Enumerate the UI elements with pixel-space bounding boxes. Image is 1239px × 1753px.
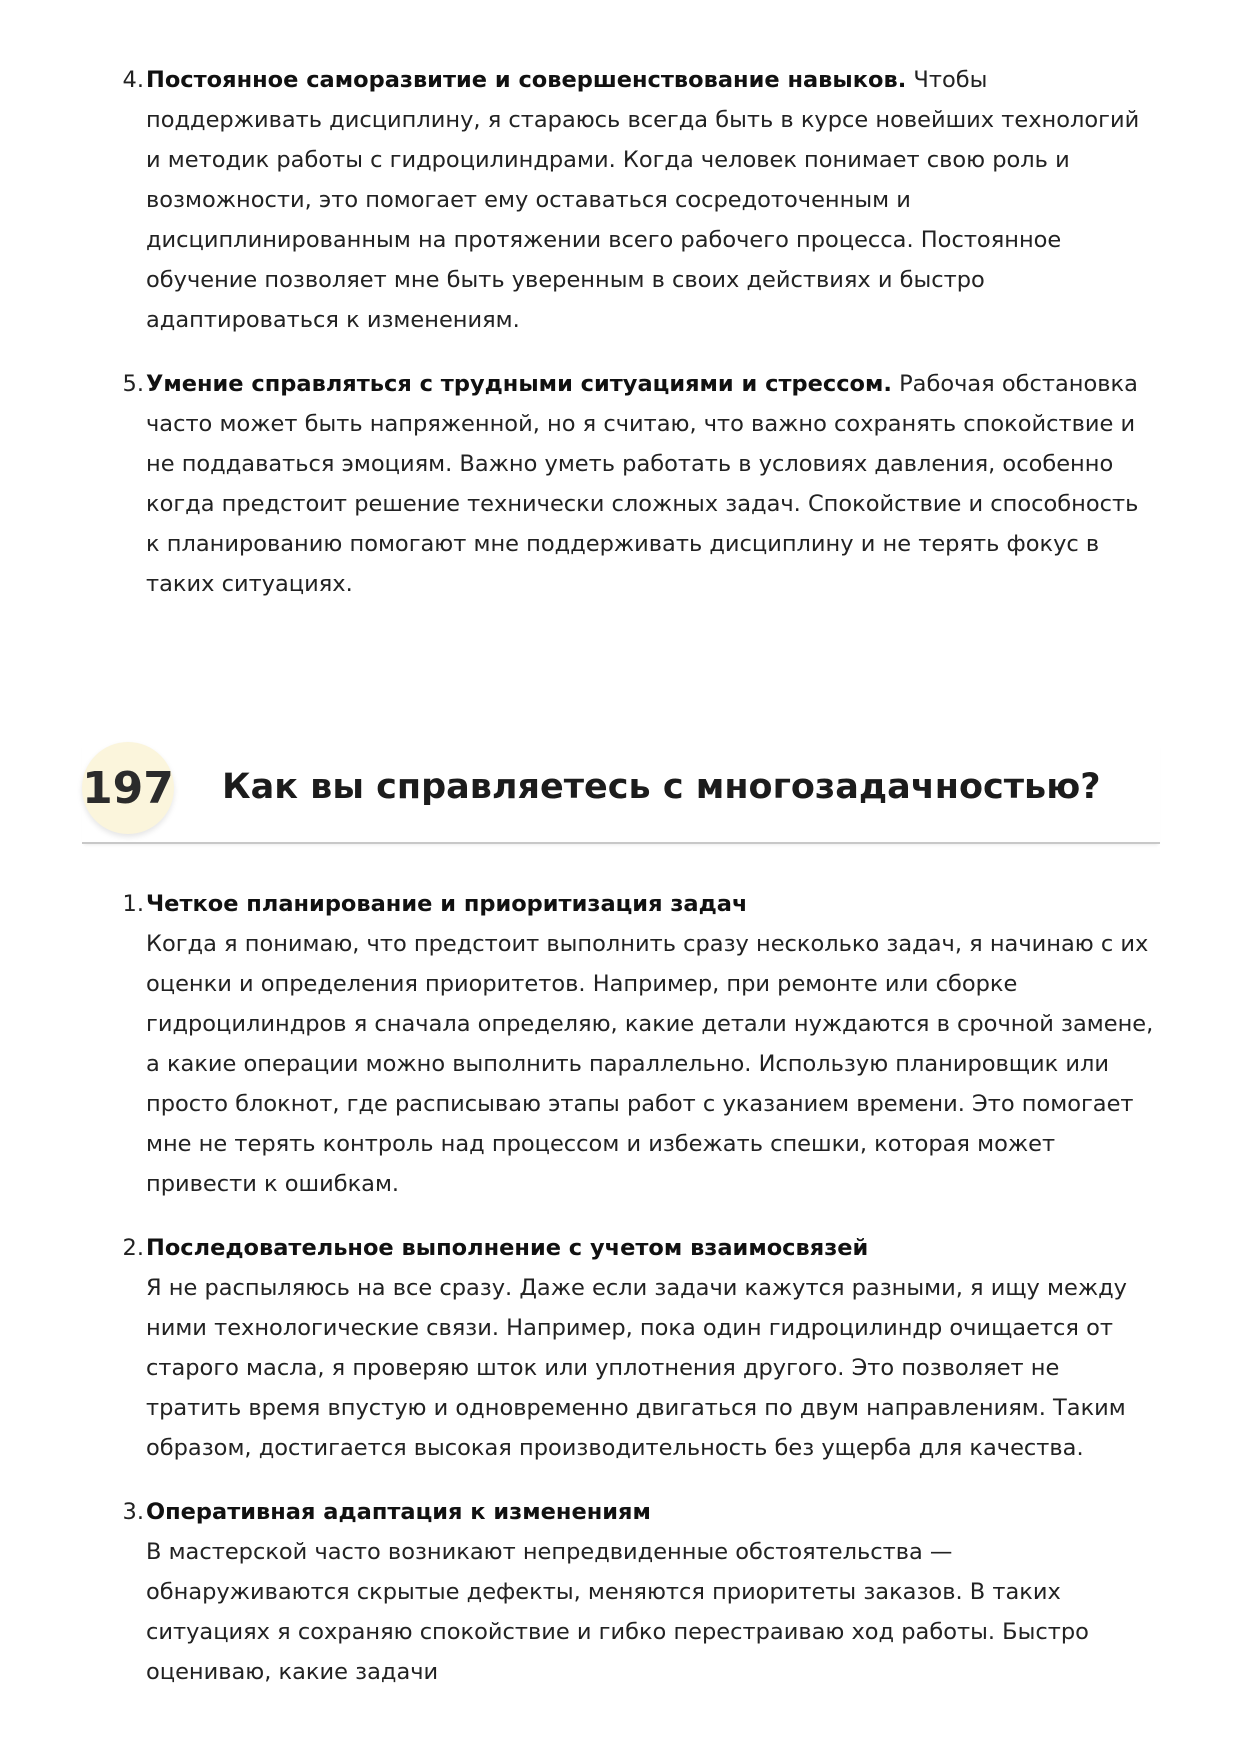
list-item-lead: Умение справляться с трудными ситуациями и стрессом. (146, 371, 892, 397)
list-item-text: Когда я понимаю, что предстоит выполнить сразу несколько задач, я начинаю с их оценки и определения приоритетов. Например, при ремонте или сборке гидроцилиндров я сначала определяю, какие детали нуждаются в срочной замене, а какие операции можно выполнить параллельно. Использую планировщик или просто блокнот, где расписываю этапы работ с указанием времени. Это помогает мне не терять контроль над процессом и избежать спешки, которая может привести к ошибкам. (146, 931, 1154, 1197)
list-item (0, 1228, 1239, 1468)
list-item-text: В мастерской часто возникают непредвиденные обстоятельства — обнаруживаются скрытые дефекты, меняются приоритеты заказов. В таких ситуациях я сохраняю спокойствие и гибко перестраиваю ход работы. Быстро оцениваю, какие задачи (146, 1539, 1089, 1685)
list-item-number: 2. (122, 1235, 144, 1261)
list-item-heading: Последовательное выполнение с учетом взаимосвязей (146, 1235, 869, 1261)
list-item-number: 5. (122, 371, 144, 397)
list-item (0, 364, 1239, 604)
list-item-number: 4. (122, 67, 144, 93)
answer-list (0, 884, 1239, 1692)
question-header (82, 742, 1160, 844)
list-item-number: 1. (122, 891, 144, 917)
list-item (0, 884, 1239, 1204)
list-item-heading: Четкое планирование и приоритизация задач (146, 891, 748, 917)
list-item-text: Рабочая обстановка часто может быть напряженной, но я считаю, что важно сохранять спокойствие и не поддаваться эмоциям. Важно уметь работать в условиях давления, особенно когда предстоит решение технически сложных задач. Спокойствие и способность к планированию помогают мне поддерживать дисциплину и не терять фокус в таких ситуациях. (146, 371, 1139, 597)
previous-answer-list (0, 60, 1239, 604)
question-title: Как вы справляетесь с многозадачностью? (222, 767, 1101, 807)
list-item-heading: Оперативная адаптация к изменениям (146, 1499, 651, 1525)
list-item-number: 3. (122, 1499, 144, 1525)
list-item (0, 60, 1239, 340)
list-item (0, 1492, 1239, 1692)
list-item-lead: Постоянное саморазвитие и совершенствование навыков. (146, 67, 907, 93)
question-number-badge: 197 (82, 742, 174, 834)
list-item-text: Чтобы поддерживать дисциплину, я стараюсь всегда быть в курсе новейших технологий и методик работы с гидроцилиндрами. Когда человек понимает свою роль и возможности, это помогает ему оставаться сосредоточенным и дисциплинированным на протяжении всего рабочего процесса. Постоянное обучение позволяет мне быть уверенным в своих действиях и быстро адаптироваться к изменениям. (146, 67, 1140, 333)
list-item-text: Я не распыляюсь на все сразу. Даже если задачи кажутся разными, я ищу между ними технологические связи. Например, пока один гидроцилиндр очищается от старого масла, я проверяю шток или уплотнения другого. Это позволяет не тратить время впустую и одновременно двигаться по двум направлениям. Таким образом, достигается высокая производительность без ущерба для качества. (146, 1275, 1127, 1461)
